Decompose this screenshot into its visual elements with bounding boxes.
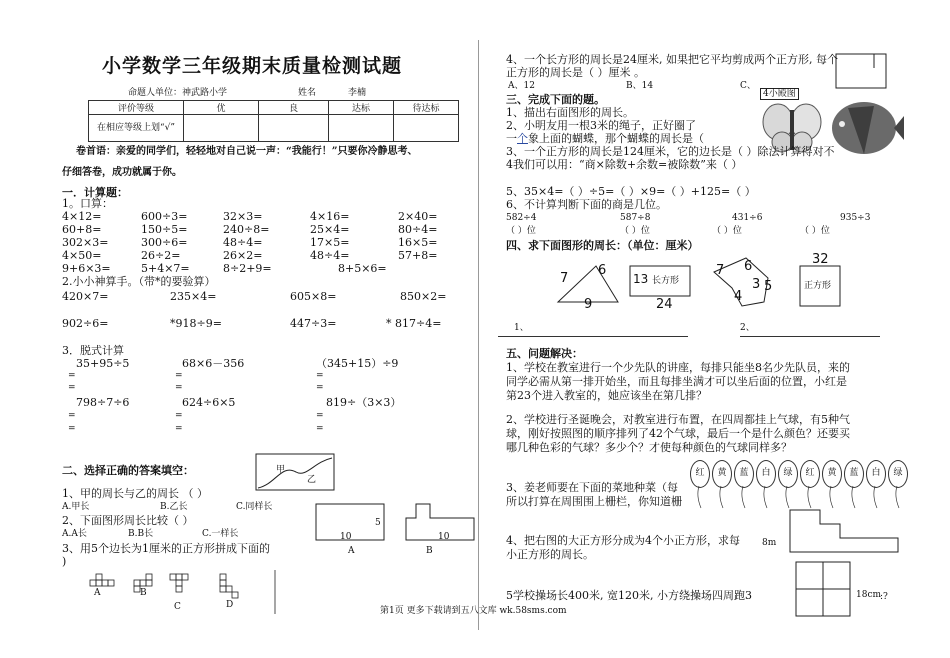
s3-q1: 1、描出右面图形的周长。 [506,106,634,119]
choice-q4-line-2: 正方形的周长是（ ）厘米 。 [506,66,645,79]
s3-q2-pre: 一 [506,132,517,145]
balloon-strings [690,486,910,510]
oral-item: 60+8= [62,223,102,236]
eq-sign: = [68,383,76,393]
tiny-shape-label-a: A [94,588,101,598]
tiny-shape-label-d: D [226,600,234,610]
section-4-title: 四、求下面图形的周长：（单位：厘米） [506,239,699,252]
eq-sign: = [175,411,183,421]
balloon: 蓝 [734,460,754,488]
s3-q5: 5、35×4=（ ）÷5=（ ）×9=（ ）+125=（ ） [506,185,756,198]
intro-line-2: 仔细答卷，成功就属于你。 [62,167,182,178]
column-divider [478,40,479,630]
s5-p3-line: 3、姜老师要在下面的菜地种菜（每 [506,481,678,494]
balloon: 红 [800,460,820,488]
shape-b-label: B [426,546,433,556]
page-footer: 第1页 更多下载请到五八文库 wk.58sms.com [380,606,567,616]
s5-p4-line: 小正方形的周长。 [506,548,594,561]
name-value: 李楠 [348,88,367,98]
s3-q2-link[interactable]: 个 [517,132,528,145]
oral-item: 302×3= [62,236,109,249]
q6-item: 935÷3 [840,213,871,223]
p5-fig-18cm: 18cm [856,590,882,600]
square-side-32: 32 [812,252,829,267]
s5-p1-line: 同学必需从第一排开始坐，而且每排坐满才可以坐后面的位置，小红是 [506,375,847,388]
mind-item: * 817÷4= [386,317,442,330]
q6-unit[interactable]: （ ）位 [800,226,830,236]
pent-side-3: 3 [752,277,761,292]
fish-image [828,98,904,158]
eq-sign: = [68,424,76,434]
choice-q3: 3、用5个边长为1厘米的正方形拼成下面的 [62,542,270,555]
balloon: 绿 [888,460,908,488]
s5-p4-line: 4、把右图的大正方形分成为4个小正方形，求每 [506,534,740,547]
eq-sign: = [316,383,324,393]
s5-p2-line: 2、学校进行圣诞晚会，对教室进行布置，在四周都挂上气球，有5种气 [506,413,850,426]
eval-cell-dabiao[interactable] [329,115,394,142]
jia-yi-figure [256,454,336,494]
oral-item: 48÷4= [310,249,350,262]
eval-cell-liang[interactable] [259,115,329,142]
pent-side-7: 7 [716,263,725,278]
page-title: 小学数学三年级期末质量检测试题 [102,55,403,77]
mind-item: 447÷3= [290,317,337,330]
eq-sign: = [175,424,183,434]
oral-item: 2×40= [398,210,438,223]
choice-q4-line-1: 4、一个长方形的周长是24厘米, 如果把它平均剪成两个正方形, 每个 [506,53,838,66]
oral-item: 9+6×3= [62,262,111,275]
oral-item: 240÷8= [223,223,270,236]
pent-side-4: 4 [734,289,743,304]
choice-q1-opt-c[interactable]: C.同样长 [236,502,273,512]
s5-p2-line: 哪几种色彩的气球？多少个？才使每种颜色的气球同样多？ [506,441,792,454]
triangle-side-9: 9 [584,297,593,312]
step-item: 35+95÷5 [76,357,130,370]
author-unit: 命题人单位：神武路小学 [128,88,228,98]
section-1-title: 一．计算题： [62,186,128,199]
p4-fig-8m: 8m [762,538,777,548]
q4-rect-figure [836,54,890,92]
step-item: 798÷7÷6 [76,396,130,409]
shape-a-label: A [348,546,355,556]
s5-p3-line: 所以打算在周围围上栅栏，你知道栅 [506,495,682,508]
mind-item: 235×4= [170,290,217,303]
choice-q4-opt-b[interactable]: B、14 [626,81,654,91]
step-item: 624÷6×5 [182,396,236,409]
mind-item: 605×8= [290,290,337,303]
oral-item: 600÷3= [141,210,188,223]
balloon: 红 [690,460,710,488]
s4-answer-2-line[interactable] [740,336,880,337]
s5-p1-line: 第23个进入教室的，她应该坐在第几排？ [506,389,707,402]
eval-header: 达标 [329,101,394,115]
choice-q1-opt-a[interactable]: A.甲长 [62,502,90,512]
s3-q2-post: 象上面的蝴蝶，那个蝴蝶的周长是（ [528,132,704,145]
s5-p2-line: 球，刚好按照图的顺序排列了42个气球，最后一个是什么颜色？还要买 [506,427,850,440]
eval-cell-daidabiao[interactable] [394,115,459,142]
choice-q2-opt-a[interactable]: A.A长 [62,529,87,539]
square-name: 正方形 [804,281,832,291]
garden-figure [790,508,900,554]
oral-item: 48÷4= [223,236,263,249]
oral-item: 150÷5= [141,223,188,236]
divided-square-figure [796,562,852,618]
choice-q2-opt-b[interactable]: B.B长 [128,529,154,539]
oral-item: 4×50= [62,249,102,262]
balloon: 白 [866,460,886,488]
oral-item: 25×4= [310,223,350,236]
q6-item: 582÷4 [506,213,537,223]
balloon: 黄 [822,460,842,488]
eq-sign: = [316,371,324,381]
oral-item: 16×5= [398,236,438,249]
eq-sign: = [68,411,76,421]
eval-header: 待达标 [394,101,459,115]
choice-q4-opt-a[interactable]: A、12 [508,81,535,91]
tiny-shape-label-b: B [140,588,147,598]
s3-q2-line-1: 2、小明友用一根3米的绳子，正好圈了 [506,119,696,132]
fig-box: 4小殿图 [760,88,799,100]
mind-item: 420×7= [62,290,109,303]
oral-title: 1。口算： [62,197,113,210]
oral-item: 5+4×7= [141,262,190,275]
eq-sign: = [68,371,76,381]
mind-calc-title: 2.小小神算手。（带*的要验算） [62,275,216,288]
choice-q4-opt-c[interactable]: C、 [740,81,756,91]
s3-q3: 3、一个正方形的周长是124厘米，它的边长是（ ）除法计算得对不 [506,145,835,158]
s4-answer-2: 2、 [740,323,755,333]
section-5-title: 五、问题解决： [506,347,583,360]
step-item: 68×6－356 [182,357,245,370]
q6-item: 431÷6 [732,213,763,223]
eval-row-label: 在相应等级上划“√” [89,115,184,142]
triangle-side-6: 6 [598,263,607,278]
shape-a-side-10: 10 [340,532,352,542]
intro-line-1: 卷首语：亲爱的同学们，轻轻地对自己说一声：“我能行！”只要你冷静思考、 [76,146,418,157]
q6-unit[interactable]: （ ）位 [506,226,536,236]
balloon: 蓝 [844,460,864,488]
fig-jia-label: 甲 [276,465,286,475]
rect-name: 长方形 [652,276,680,286]
pent-side-6: 6 [744,259,753,274]
step-item: （345+15）÷9 [316,357,399,370]
oral-item: 26×2= [223,249,263,262]
tiny-squares-figure [90,574,290,614]
oral-item: 17×5= [310,236,350,249]
mind-item: 902÷6= [62,317,109,330]
p5-tail: :? [880,592,888,602]
eval-header: 良 [259,101,329,115]
s5-p5: 5学校操场长400米, 宽120米, 小方绕操场四周跑3 [506,589,752,602]
choice-q1-opt-b[interactable]: B.乙长 [160,502,188,512]
rect-side-13: 13 [633,272,649,286]
s3-q6: 6、不计算判断下面的商是几位。 [506,198,667,211]
q6-unit[interactable]: （ ）位 [712,226,742,236]
eq-sign: = [175,383,183,393]
s4-answer-1-line[interactable] [498,336,688,337]
name-label: 姓名 [298,88,317,98]
triangle-side-7: 7 [560,271,569,286]
balloon: 黄 [712,460,732,488]
oral-item: 4×16= [310,210,350,223]
oral-item: 8÷2+9= [223,262,272,275]
choice-q1: 1、甲的周长与乙的周长 （ ） [62,487,208,500]
choice-q3-tail: ) [62,555,67,568]
oral-item: 300÷6= [141,236,188,249]
eq-sign: = [316,424,324,434]
rect-side-24: 24 [656,297,673,312]
evaluation-table [88,100,459,142]
step-calc-title: 3．脱式计算 [62,344,124,357]
choice-q2-opt-c[interactable]: C.一样长 [202,529,239,539]
fig-yi-label: 乙 [307,475,317,485]
section-3-title: 三、完成下面的题。 [506,93,605,106]
step-item: 819÷（3×3） [326,396,402,409]
tiny-shape-label-c: C [174,602,181,612]
mind-item: 850×2= [400,290,447,303]
eval-cell-you[interactable] [184,115,259,142]
eval-header: 优 [184,101,259,115]
s3-q4: 4我们可以用：“商×除数+余数=被除数”来（ ） [506,158,743,171]
mind-item: *918÷9= [170,317,222,330]
balloon: 白 [756,460,776,488]
oral-item: 80÷4= [398,223,438,236]
q6-item: 587÷8 [620,213,651,223]
shape-a-side-5: 5 [375,518,381,528]
balloon: 绿 [778,460,798,488]
eval-header: 评价等级 [89,101,184,115]
shape-b-side-10: 10 [438,532,450,542]
s3-q2-line-2 [506,133,704,146]
choice-q2: 2、下面图形周长比较（ ） [62,514,194,527]
oral-item: 57+8= [398,249,438,262]
oral-item: 26÷2= [141,249,181,262]
pent-side-5: 5 [764,279,773,294]
eq-sign: = [316,411,324,421]
oral-item: 32×3= [223,210,263,223]
oral-item: 4×12= [62,210,102,223]
q6-unit[interactable]: （ ）位 [620,226,650,236]
eq-sign: = [175,371,183,381]
section-2-title: 二、选择正确的答案填空： [62,464,194,477]
s4-answer-1: 1、 [514,323,529,333]
oral-item: 8+5×6= [338,262,387,275]
s5-p1-line: 1、学校在教室进行一个少先队的讲座，每排只能坐8名少先队员，来的 [506,361,850,374]
